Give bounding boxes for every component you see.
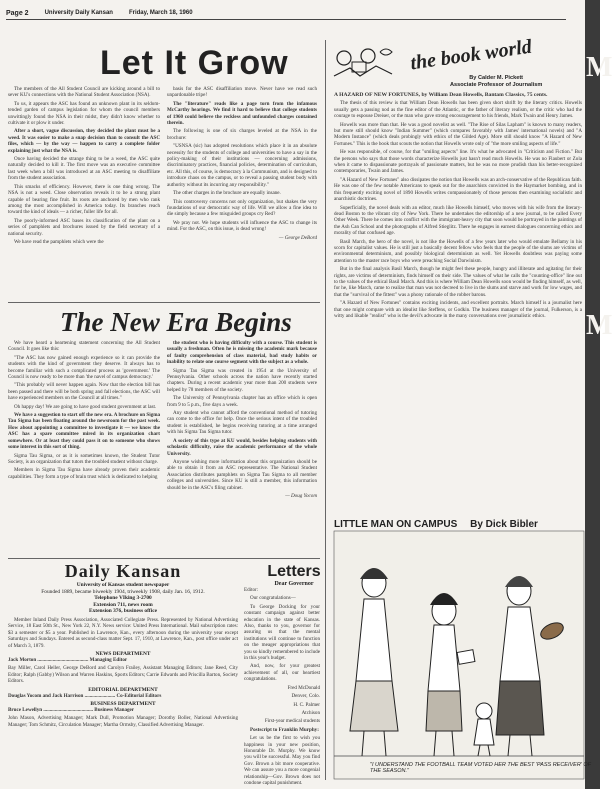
letters-title: Letters xyxy=(267,563,321,580)
page-number: Page 2 xyxy=(6,9,29,17)
byline-yocom: — Doug Yocom xyxy=(285,492,317,499)
masthead-title: Daily Kansan xyxy=(64,561,182,581)
masthead: Daily Kansan University of Kansas student newspaper Founded 1889, became biweekly 1904, triweekly 1908, daily Jan. 16, 1912. Telephone VIking 3-2700 Extension 711, news room Extension 376, business office Member Inland Daily Press Association, Associated Collegiate Press. Represented by National Advertising Service, 18 East 50th St., New York 22, N.Y. News service: United Press International. Mail subscription rates: $3 a semester or $5 a year. Published in Lawrence, Kan., every afternoon during the university year except Saturdays and Sundays. Entered as second-class matter Sept. 17, 1910, at Lawrence, Kan., post office under act of March 3, 1879. NEWS DEPARTMENT Jack Morton ........................................ Managing Editor Bay Miller, Carol Heller, George DeBord and Carolyn Frailey, Assistant Managing Editors; Jane Reed, City Editor; Ralph (Gabby) Wilson and Warren Haskins, Sports Editors; Carrie Edwards and Priscilla Barton, Society Editors. EDITORIAL DEPARTMENT Douglas Yocom and Jack Harrison ........................ Co-Editorial Editors BUSINESS DEPARTMENT Bruce Lewellyn ....................................... Business Manager John Mason, Advertising Manager; Mark Dull, Promotion Manager; Dorothy Boller, National Advertising Manager; Tom Schmitz, Circulation Manager; Martha Ormsby, Classified Advertising Manager. xyxy=(8,561,238,728)
paper-name: University Daily Kansan xyxy=(44,10,113,16)
letters-subtitle: Dear Governor xyxy=(274,581,314,587)
edge-letter-top: M xyxy=(586,52,612,83)
section-divider xyxy=(8,302,320,303)
editorial-new-era-col1: We have heard a heartening statement concerning the All Student Council. It goes like this: "The ASC has now gained enough experience so it can provide the students with the kind of government they deserve. It always has to become familiar with such a complicated process as 'government.' The Council is now ready to be more than 'the navel of campus democracy.' "This probably will never happen again. Now that the election bill has been passed and there will be both spring and fall elections, the ASC will have experienced members on the Council at all times." Oh happy day! We are going to have good student government at last. We have a suggestion to start off the new era. A brochure on Sigma Tau Sigma has been floating around the newsroom for the past week. How about appointing a committee to investigate it — we know the ASC has a spare committee mired in its organization chart somewhere. Or at least they could pass it on to someone who shows some interest in this sort of thing. Sigma Tau Sigma, or as it is sometimes known, the Student Tutor Society, is an organization that tutors the troubled student without charge. Members in Sigma Tau Sigma have already proven their academic capabilities. They form a type of brain trust which is dedicated to helping xyxy=(8,340,160,480)
book-review-headline: A HAZARD OF NEW FORTUNES, by William Dean Howells, Bantam Classics, 75 cents. xyxy=(334,92,548,98)
editorial-new-era-col2: the student who is having difficulty with a course. This student is usually a freshman. Often he is missing the academic mark because of faulty comprehension of class material, bad study habits or inability to relate one course segment with the subject as a whole. Sigma Tau Sigma was created in 1954 at the University of Pennsylvania. Other schools across the nation have recently started chapters. During a recent academic year more than 200 students were helped by 78 members of the society. The University of Pennsylvania chapter has an office which is open from 9 to 5 p.m., five days a week. Any student who cannot afford the conventional method of tutoring can come to the office for help. Once the serious intent of the troubled student is established, he begins receiving tutoring at a time arranged with his Sigma Tau Sigma tutor. A society of this type at KU would, besides helping students with scholastic difficulty, raise the academic performance of the whole University. Anyone wishing more information about this organization should be able to obtain it from an ASC representative. The National Student Association distributes pamphlets on Sigma Tau Sigma to all member colleges and universities. Since KU is still a member, this information should be in the ASC's filing cabinet. — Doug Yocom xyxy=(167,340,317,499)
book-author-role: Associate Professor of Journalism xyxy=(450,81,543,88)
cartoon-illustration xyxy=(334,531,584,779)
book-readers-illustration xyxy=(330,42,400,84)
cartoon-caption: "I UNDERSTAND THE FOOTBALL TEAM VOTED HER THE BEST 'PASS RECEIVER' OF THE SEASON." xyxy=(370,762,591,774)
letters-section: Letters Dear Governor Editor: Our congratulations— To George Docking for your constant campaign against better education in the state of Kansas. Also, thanks to you, governor for assuring us that the mental institutions will continue to function on the meager appropriations that you so kindly remembered to include in this year's budget. And, now, for your greatest achievement of all, our heartiest congratulations. Fred McDonald Denver, Colo. H. C. Palmer Atchison First-year medical students Postscript to Franklin Murphy: Let us be the first to wish you happiness in your new position, Honorable Dr. Murphy. We know you will be successful. May you find Gov. Brown a bit more cooperative. We can assure you a more congenial relationship—Gov. Brown does not condone capital punishment. xyxy=(244,563,344,788)
issue-date: Friday, March 18, 1960 xyxy=(128,10,193,16)
next-page-edge xyxy=(585,0,600,789)
section-divider-2 xyxy=(8,558,320,559)
book-review-body: A HAZARD OF NEW FORTUNES, by William Dean Howells, Bantam Classics, 75 cents. The thesis of this review is that William Dean Howells has been given short shrift by the literary critics. Howells usually gets a passing nod as the fine editor of the Atlantic, or the father of literary realism, or the critic who had the courage to espouse Dreiser, or the man who gave strong encouragement to his friends, Mark Twain and Henry James. Howells was more than that. He was a good novelist as well. "The Rise of Silas Lapham" is known to many readers, but more still should know "Indian Summer" (which compares favorably with James' international novels) and "A Modern Instance" (which deals probingly with ethics of the Gilded Age). More still should know "A Hazard of New Fortunes." This is the book that scouts the notion that Howells wrote only of "the more smiling aspects of life." He was responsible, of course, for that "smiling aspects" line. It's what he advocated in "Criticism and Fiction." But the persons who says that those words characterize Howells just hasn't read much Howells. He was no Flaubert or Zola when it came to dispassionate portrayals of passionate matters, but he was no more prudish than his better-recognized contemporaries, Twain and James. "A Hazard of New Fortunes" also dissipates the notion that Howells was an arch-conservative of the Republican faith. He was one of the few notable Americans to speak out for the anarchists convicted in the Haymarket bombing, and in this frequently exciting novel of 1890 Howells writes compassionately of those persons then examining socialistic and anarchistic doctrines. Superficially, the novel deals with an editor, much like Howells himself, who moves with his wife from the literary-dead Boston to the vibrant city of New York. There he undertakes the editorship of a new journal, to be called Every Other Week. There he comes into conflict with the immigrant-heavy city that soon would be portrayed in the paintings of the Ash Can School and the photographs of Alfred Stieglitz. There he engages in earnest dialogues concerning ethics and morality of that confused age. Basil March, the hero of the novel, is not like the Howells of a few years later who would emulate Bellamy in his scorn for capitalist values. He is still just a basically decent fellow who feels that the people of the slums are victims of environmental determinism, and possibly biological determinism as well. Yet Howells doubtless was paying some attention to the master race boys who were preaching Social Darwinism. But in the final analysis Basil March, though he might feel these people, hungry and illiterate and agitating for their rights, are victims of determinism, finds himself on their side. The values of what he calls the "counting-office" line out to the values of the ethical Basil March. And this is where William Dean Howells soon would be finding himself, as well, for he, like March, came to realize that man was not decreed to live in the slums and starve and work for low wages, and that the "survival of the fittest" was a phony rationale of the robber barons. "A Hazard of New Fortunes" contains exciting incidents, and excellent portraits. March himself is a journalist here that one might compare with an idealist like Steffens, or Godkin. The business manager of the journal, Fulkerson, is a witty and likable "realist" who is the devil's advocate in the many conversations over journalistic ethics. xyxy=(334,92,582,319)
column-rule xyxy=(325,40,326,780)
edge-letter-bottom: M xyxy=(586,310,612,341)
byline-debord: — George DeBord xyxy=(278,234,317,241)
editorial-let-it-grow-col1: The members of the All Student Council are kicking around a bill to sever KU's connections with the National Student Association (NSA). To us, it appears the ASC has found an unknown plant in its seldom-tended garden of campus legislation for whom the council members unwittingly found the NSA in their midst, they didn't know whether to cultivate it or plow it under. After a short, vague discussion, they decided the plant must be a weed. It was easier to make a snap decision than to consult the ASC files, which — by the way — happen to carry a complete folder explaining just what the NSA is. Once having decided the strange thing to be a weed, the ASC quite naturally decided to kill it. The first move was an executive committee last week when a bill was introduced at an ASC meeting to disaffiliate from the student association. This smacks of efficiency. However, there is one thing wrong. The NSA is not a weed. Close observation reveals it to be a strong plant capable of bearing fine fruit. Its roots are anchored by men who rank among the most accomplished in America today. Its branches reach toward the kind of ideals — a richer, fuller life for all. The poorly-informed ASC bases its classification of the plant on a series of pamphlets and brochures issued by the field secretary of a national security. We have read the pamphlets which were the xyxy=(8,86,160,245)
book-world-header xyxy=(330,35,585,90)
editorial-title-let-it-grow: Let It Grow xyxy=(100,44,289,82)
editorial-title-new-era: The New Era Begins xyxy=(60,307,292,337)
editorial-let-it-grow-col2: basis for the ASC disaffiliation move. Never have we read such unpardonable tripe! The "literature" reads like a page torn from the infamous McCarthy hearings. We find it hard to believe that college students of 1960 could believe the reckless and unfounded charges contained therein. The following is one of six charges leveled at the NSA in the brochure: "USNSA (sic) has adopted resolutions which place it in an absolute necessity for the students of college and universities to have a say in the policy-making of their institutions — concerning admissions, discriminatory practices, financial policies, determination of curriculum, etc. All this, of course, is democracy à la Communism, and is designed to introduce chaos on the campus, or to reveal a passing student body with authority without its incurring any responsibility." The other charges in the brochure are equally insane. This controversy concerns not only organization, but shakes the very foundations of our democratic way of life. Will we allow a fine idea to die simply because a few misguided groups cry Red? We pray not. We hope students will influence the ASC to change its mind. For the ASC, on this issue, is dead wrong! — George DeBord xyxy=(167,86,317,241)
book-byline: By Calder M. Pickett xyxy=(469,75,524,81)
book-world-logo: the book world xyxy=(408,35,534,75)
page-header xyxy=(6,7,566,20)
cartoon-title: LITTLE MAN ON CAMPUS By Dick Bibler xyxy=(334,519,538,530)
